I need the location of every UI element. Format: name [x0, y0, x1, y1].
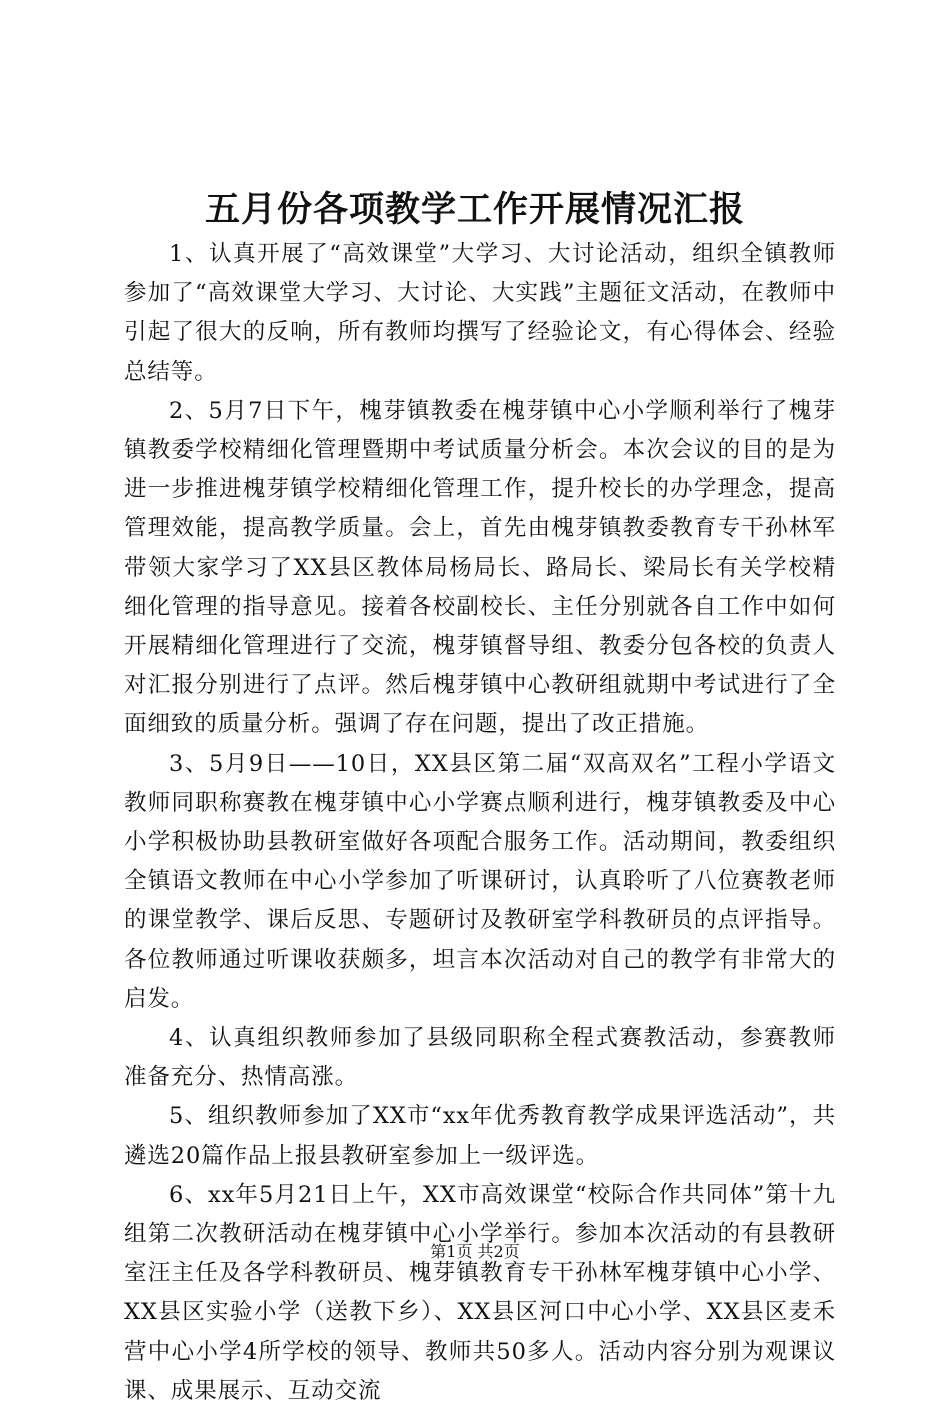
page-number-footer: 第1页 共2页 — [430, 1242, 520, 1261]
paragraph-3: 3、5月9日——10日，XX县区第二届“双高双名”工程小学语文教师同职称赛教在槐芽镇中心小学赛点顺利进行，槐芽镇教委及中心小学积极协助县教研室做好各项配合服务工作。活动期间，教委组织全镇语文教师在中心小学参加了听课研讨，认真聆听了八位赛教老师的课堂教学、课后反思、专题研讨及教研室学科教研员的点评指导。各位教师通过听课收获颇多，坦言本次活动对自己的教学有非常大的启发。 — [124, 750, 836, 1012]
document-title: 五月份各项教学工作开展情况汇报 — [204, 189, 745, 230]
document-body — [124, 235, 836, 1411]
paragraph-5: 5、组织教师参加了XX市“xx年优秀教育教学成果评选活动”，共遴选20篇作品上报县教研室参加上一级评选。 — [124, 1103, 836, 1169]
paragraph-2: 2、5月7日下午，槐芽镇教委在槐芽镇中心小学顺利举行了槐芽镇教委学校精细化管理暨期中考试质量分析会。本次会议的目的是为进一步推进槐芽镇学校精细化管理工作，提升校长的办学理念，提高管理效能，提高教学质量。会上，首先由槐芽镇教委教育专干孙林军带领大家学习了XX县区教体局杨局长、路局长、梁局长有关学校精细化管理的指导意见。接着各校副校长、主任分别就各自工作中如何开展精细化管理进行了交流，槐芽镇督导组、教委分包各校的负责人对汇报分别进行了点评。然后槐芽镇中心教研组就期中考试进行了全面细致的质量分析。强调了存在问题，提出了改正措施。 — [124, 397, 836, 738]
paragraph-4: 4、认真组织教师参加了县级同职称全程式赛教活动，参赛教师准备充分、热情高涨。 — [124, 1025, 836, 1091]
paragraph-1: 1、认真开展了“高效课堂”大学习、大讨论活动，组织全镇教师参加了“高效课堂大学习、大讨论、大实践”主题征文活动，在教师中引起了很大的反响，所有教师均撰写了经验论文，有心得体会、经验总结等。 — [124, 241, 836, 385]
paragraph-6: 6、xx年5月21日上午，XX市高效课堂“校际合作共同体”第十九组第二次教研活动在槐芽镇中心小学举行。参加本次活动的有县教研室汪主任及各学科教研员、槐芽镇教育专干孙林军槐芽镇中心小学、XX县区实验小学（送教下乡）、XX县区河口中心小学、XX县区麦禾营中心小学4所学校的领导、教师共50多人。活动内容分别为观课议课、成果展示、互动交流 — [124, 1181, 836, 1404]
